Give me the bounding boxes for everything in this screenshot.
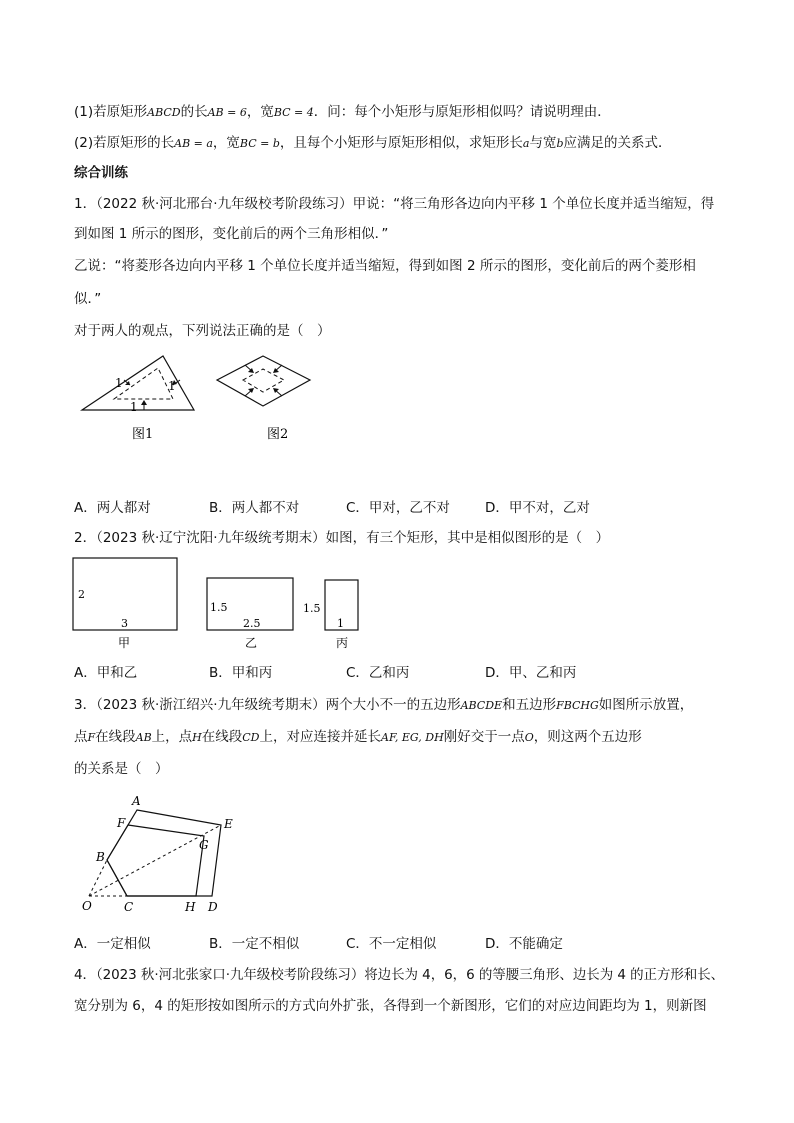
text: 上，对应连接并延长 bbox=[259, 729, 382, 745]
math: BC = 4 bbox=[273, 106, 314, 119]
point-f-label: F bbox=[117, 816, 126, 830]
text: (1)若原矩形 bbox=[74, 104, 148, 120]
rect-jia-name: 甲 bbox=[118, 636, 131, 650]
rect-jia-width: 3 bbox=[121, 617, 128, 630]
intro-paragraph-2 bbox=[74, 133, 672, 154]
q1-option-a[interactable]: A．两人都对 bbox=[74, 500, 151, 516]
q1-figures bbox=[76, 350, 376, 450]
q1-line-5: 对于两人的观点，下列说法正确的是（ ） bbox=[74, 323, 331, 339]
q3-option-c[interactable]: C．不一定相似 bbox=[346, 936, 437, 952]
text: 应满足的关系式． bbox=[563, 135, 672, 151]
q2-option-d[interactable]: D．甲、乙和丙 bbox=[485, 665, 577, 681]
text: 和五边形 bbox=[502, 697, 557, 713]
math: b bbox=[556, 137, 564, 150]
math: ABCDE bbox=[460, 699, 503, 712]
text: ，宽 bbox=[212, 135, 240, 151]
math: AF, EG, DH bbox=[381, 731, 444, 744]
text: 与宽 bbox=[529, 135, 557, 151]
q2-option-c[interactable]: C．乙和丙 bbox=[346, 665, 410, 681]
q1-line-2: 到如图 1 所示的图形，变化前后的两个三角形相似．” bbox=[74, 226, 389, 242]
q1-option-b[interactable]: B．两人都不对 bbox=[209, 500, 300, 516]
point-g-label: G bbox=[199, 838, 209, 852]
text: ，则这两个五边形 bbox=[533, 729, 642, 745]
math: O bbox=[524, 731, 534, 744]
outer-rhombus bbox=[217, 356, 310, 406]
q2-line-1: 2．（2023 秋·辽宁沈阳·九年级统考期末）如图，有三个矩形，其中是相似图形的是（ ） bbox=[74, 530, 610, 546]
point-e-label: E bbox=[224, 817, 233, 831]
q3-pentagon-figure bbox=[76, 790, 256, 920]
math: AB = a bbox=[174, 137, 213, 150]
q4-line-2: 宽分别为 6，4 的矩形按如图所示的方式向外扩张，各得到一个新图形，它们的对应边间距均为 1，则新图 bbox=[74, 998, 707, 1014]
inner-triangle bbox=[114, 368, 173, 399]
q1-option-c[interactable]: C．甲对，乙不对 bbox=[346, 500, 450, 516]
figure-1-caption: 图1 bbox=[132, 427, 154, 442]
point-a-label: A bbox=[132, 794, 141, 808]
q2-option-b[interactable]: B．甲和丙 bbox=[209, 665, 273, 681]
arrowhead-icon bbox=[141, 400, 147, 405]
text: 点 bbox=[74, 729, 88, 745]
section-title: 综合训练 bbox=[74, 165, 128, 181]
q2-figures bbox=[70, 555, 370, 655]
math: AB = 6 bbox=[207, 106, 247, 119]
rect-yi-height: 1.5 bbox=[210, 601, 228, 614]
q3-option-d[interactable]: D．不能确定 bbox=[485, 936, 563, 952]
q3-option-a[interactable]: A．一定相似 bbox=[74, 936, 151, 952]
outer-triangle bbox=[82, 356, 194, 410]
rect-bing-height: 1.5 bbox=[303, 602, 321, 615]
text: 3．（2023 秋·浙江绍兴·九年级统考期末）两个大小不一的五边形 bbox=[74, 697, 461, 713]
math: FBCHG bbox=[556, 699, 599, 712]
text: ．问：每个小矩形与原矩形相似吗？请说明理由． bbox=[313, 104, 611, 120]
text: 的长 bbox=[180, 104, 208, 120]
ray-o-b bbox=[89, 860, 107, 896]
text: 如图所示放置， bbox=[598, 697, 694, 713]
text: ，宽 bbox=[246, 104, 274, 120]
rect-yi-name: 乙 bbox=[245, 636, 258, 650]
point-b-label: B bbox=[96, 850, 105, 864]
text: 刚好交于一点 bbox=[443, 729, 525, 745]
pentagon-fbchg bbox=[107, 825, 204, 896]
q3-line-1 bbox=[74, 695, 693, 716]
side-label-bottom: 1 bbox=[130, 400, 138, 414]
point-c-label: C bbox=[124, 900, 134, 914]
point-d-label: D bbox=[208, 900, 218, 914]
text: (2)若原矩形的长 bbox=[74, 135, 175, 151]
text: ，且每个小矩形与原矩形相似，求矩形长 bbox=[279, 135, 523, 151]
q3-option-b[interactable]: B．一定不相似 bbox=[209, 936, 300, 952]
rect-yi-width: 2.5 bbox=[243, 617, 261, 630]
rect-bing-name: 丙 bbox=[336, 636, 349, 650]
point-o-label: O bbox=[82, 899, 92, 913]
side-label-left: 1 bbox=[115, 376, 123, 390]
math: H bbox=[192, 731, 202, 744]
text: 上，点 bbox=[151, 729, 193, 745]
q1-line-4: 似．” bbox=[74, 291, 102, 307]
q1-option-d[interactable]: D．甲不对，乙对 bbox=[485, 500, 590, 516]
math: BC = b bbox=[239, 137, 280, 150]
math: ABCD bbox=[147, 106, 181, 119]
point-h-label: H bbox=[185, 900, 196, 914]
inner-rhombus bbox=[243, 369, 284, 392]
q1-line-3: 乙说：“将菱形各边向内平移 1 个单位长度并适当缩短，得到如图 2 所示的图形，变化前后的两个菱形相 bbox=[74, 258, 696, 274]
intro-paragraph-1 bbox=[74, 102, 611, 123]
q4-line-1: 4．（2023 秋·河北张家口·九年级校考阶段练习）将边长为 4，6，6 的等腰三角形、边长为 4 的正方形和长、 bbox=[74, 967, 725, 983]
q3-line-2 bbox=[74, 727, 642, 748]
math: F bbox=[87, 731, 96, 744]
rect-bing-width: 1 bbox=[337, 617, 344, 630]
math: CD bbox=[242, 731, 260, 744]
q1-line-1: 1．（2022 秋·河北邢台·九年级校考阶段练习）甲说：“将三角形各边向内平移 1 个单位长度并适当缩短，得 bbox=[74, 196, 715, 212]
q3-line-3: 的关系是（ ） bbox=[74, 761, 169, 777]
text: 在线段 bbox=[201, 729, 243, 745]
math: a bbox=[522, 137, 530, 150]
text: 在线段 bbox=[95, 729, 136, 745]
math: AB bbox=[135, 731, 152, 744]
figure-2-caption: 图2 bbox=[267, 427, 289, 442]
rect-jia-height: 2 bbox=[78, 588, 85, 601]
side-label-right: 1 bbox=[168, 379, 176, 393]
q2-option-a[interactable]: A．甲和乙 bbox=[74, 665, 138, 681]
